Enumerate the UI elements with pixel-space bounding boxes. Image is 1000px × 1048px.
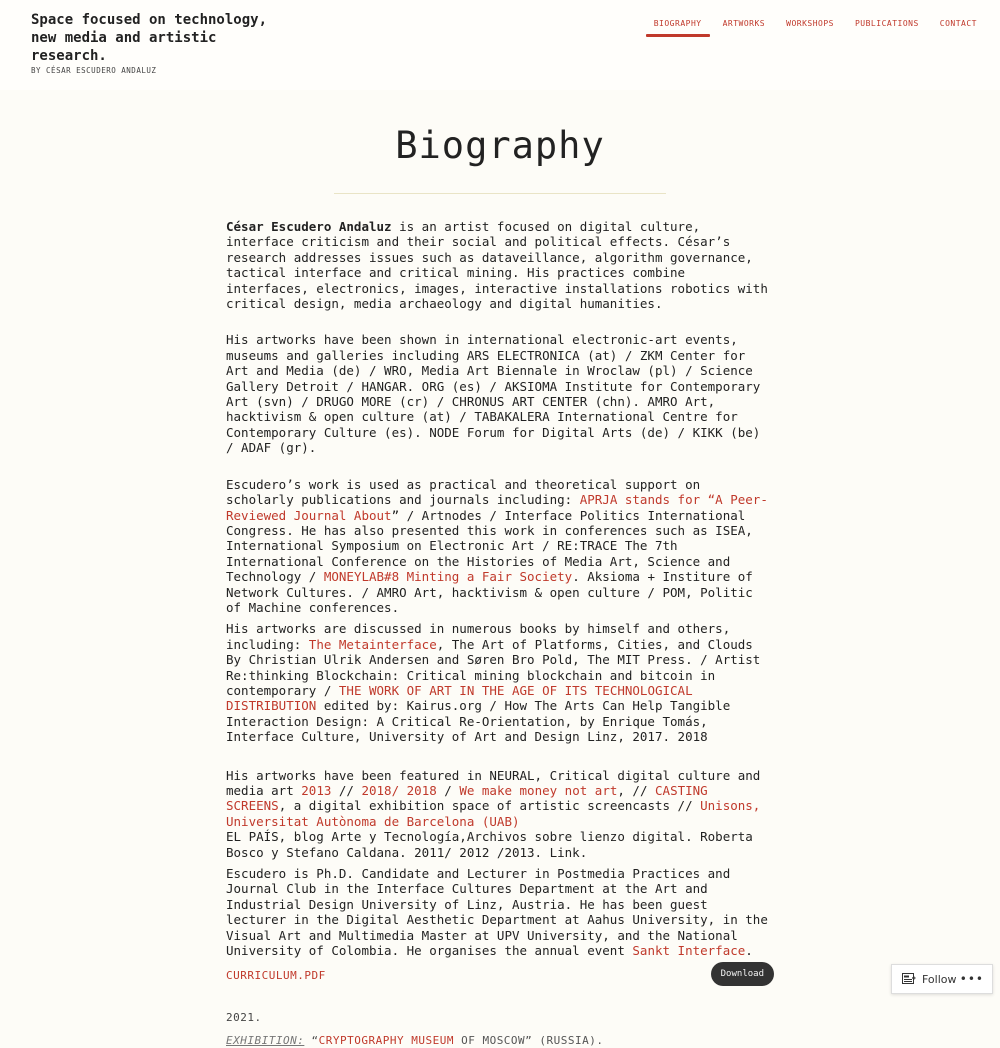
bio-paragraph-intro <box>226 219 774 311</box>
bio-text: ” / Artnodes / Interface Politics International Congress. He has also presented this work in conferences such as ISEA, International Symposium on Electronic Art / RE:TRACE The 7th International Conference on the Histories of Media Art, Science and Technology / <box>226 507 753 585</box>
bio-paragraph-elpais: EL PAÍS, blog Arte y Tecnología,Archivos sobre lienzo digital. Roberta Bosco y Stefano Caldana. 2011/ 2012 /2013. Link. <box>226 829 753 860</box>
timeline-entry <box>226 1033 774 1048</box>
nav-item-contact[interactable]: CONTACT <box>939 19 977 28</box>
cv-row <box>226 962 774 986</box>
site-byline: BY CÉSAR ESCUDERO ANDALUZ <box>31 66 157 75</box>
exhibition-label: EXHIBITION: <box>226 1033 305 1047</box>
curriculum-pdf-link[interactable]: CURRICULUM.PDF <box>226 969 326 983</box>
follow-icon <box>902 973 916 985</box>
bio-paragraph-academic <box>226 866 774 958</box>
title-divider <box>334 193 666 194</box>
cryptography-museum-link[interactable]: CRYPTOGRAPHY MUSEUM <box>318 1033 454 1047</box>
bio-paragraph-books <box>226 621 774 744</box>
main-nav <box>654 19 977 36</box>
site-title[interactable]: Space focused on technology, new media and artistic research. <box>31 12 268 64</box>
moneylab-link[interactable]: MONEYLAB#8 Minting a Fair Society <box>323 569 573 585</box>
page-title: Biography <box>395 124 605 167</box>
casting-screens-link[interactable]: CASTING SCREENS <box>226 783 708 814</box>
aprja-link[interactable]: APRJA stands for “A Peer-Reviewed Journal About <box>226 492 768 523</box>
nav-item-workshops[interactable]: WORKSHOPS <box>786 19 834 28</box>
timeline-year: 2021. <box>226 1011 262 1025</box>
bio-paragraph-publications <box>226 477 774 616</box>
artist-name: César Escudero Andaluz <box>226 219 392 234</box>
sankt-interface-link[interactable]: Sankt Interface <box>632 943 746 959</box>
bio-text: , // <box>617 783 656 798</box>
download-button[interactable]: Download <box>711 962 774 986</box>
nav-item-biography[interactable]: BIOGRAPHY <box>654 19 702 36</box>
bio-text: His artworks have been featured in NEURAL, Critical digital culture and media art <box>226 767 761 798</box>
wmmna-link[interactable]: We make money not art <box>459 783 618 798</box>
follow-widget[interactable] <box>891 964 993 994</box>
bio-text: Escudero is Ph.D. Candidate and Lecturer in Postmedia Practices and Journal Club in the Interface Cultures Department at the Art and Industrial Design University of Linz, Austria. He has been guest lecturer in the Digital Aesthetic Department at Aahus University, in the Visual Art and Multimedia Master at UPV University, and the National University of Colombia. He organises the annual event <box>226 866 768 959</box>
bio-paragraph-featured <box>226 768 774 830</box>
bio-text: . Aksioma + Institure of Network Cultures. / AMRO Art, hacktivism & open culture / POM, Politic of Machine conferences. <box>226 569 753 615</box>
quote-open: “ <box>304 1033 319 1047</box>
nav-item-artworks[interactable]: ARTWORKS <box>722 19 766 28</box>
bio-text: . <box>745 943 753 959</box>
bio-text: // <box>331 783 362 798</box>
neural-2018-link[interactable]: 2018/ 2018 <box>361 783 437 798</box>
bio-text: Escudero’s work is used as practical and theoretical support on scholarly publications and journals including: <box>226 476 701 508</box>
bio-paragraph-exhibitions: His artworks have been shown in international electronic-art events, museums and galleries including ARS ELECTRONICA (at) / ZKM Center for Art and Media (de) / WRO, Media Art Biennale in Wroclaw (pl) / Science Gallery Detroit / HANGAR. ORG (es) / AKSIOMA Institute for Contemporary Art (svn) / DRUGO MORE (cr) / CHRONUS ART CENTER (chn). AMRO Art, hacktivism & open culture (at) / TABAKALERA International Centre for Contemporary Culture (es). NODE Forum for Digital Arts (de) / KIKK (be) / ADAF (gr). <box>226 332 761 456</box>
site-header <box>0 0 1000 90</box>
bio-intro-text: is an artist focused on digital culture, interface criticism and their social and political effects. César’s research addresses issues such as dataveillance, algorithm governance, tactical interface and critical mining. His practices combine interfaces, electronics, images, interactive installations robotics with critical design, media archaeology and digital humanities. <box>226 219 768 312</box>
more-icon[interactable]: ••• <box>959 972 984 986</box>
bio-text: His artworks are discussed in numerous books by himself and others, including: <box>226 621 731 652</box>
bio-text: edited by: Kairus.org / How The Arts Can Help Tangible Interaction Design: A Critical Re-Orientation, by Enrique Tomás, Interface Culture, University of Art and Design Linz, 2017. 2018 <box>226 698 731 745</box>
metainterface-link[interactable]: The Metainterface <box>308 636 437 652</box>
neural-2013-link[interactable]: 2013 <box>301 783 332 798</box>
follow-label[interactable]: Follow <box>922 972 957 986</box>
bio-text: , The Art of Platforms, Cities, and Clouds By Christian Ulrik Andersen and Søren Bro Pold, The MIT Press. / Artist Re:thinking Blockchain: Critical mining blockchain and bitcoin in contemporary / <box>226 636 761 698</box>
unisons-link[interactable]: Unisons, Universitat Autònoma de Barcelona (UAB) <box>226 798 761 829</box>
bio-text: , a digital exhibition space of artistic screencasts // <box>278 798 701 814</box>
nav-item-publications[interactable]: PUBLICATIONS <box>854 19 919 28</box>
work-of-art-link[interactable]: THE WORK OF ART IN THE AGE OF ITS TECHNOLOGICAL DISTRIBUTION <box>226 682 693 714</box>
bio-text: / <box>436 783 460 798</box>
biography-content <box>226 219 774 1048</box>
exhibition-rest: OF MOSCOW” (RUSSIA). <box>453 1033 604 1047</box>
